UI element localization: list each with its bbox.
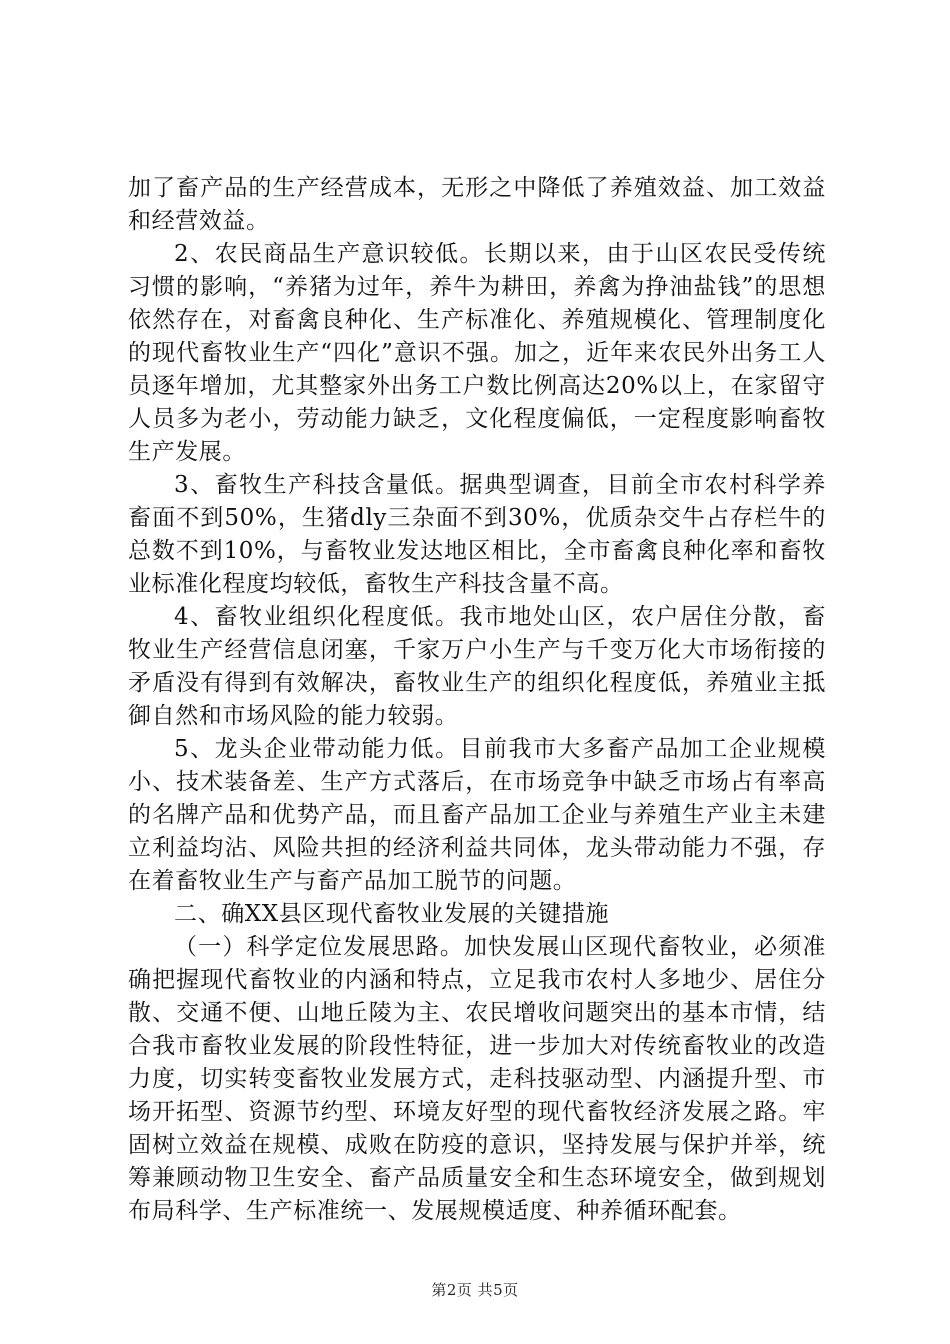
- paragraph-item-4: 4、畜牧业组织化程度低。我市地处山区，农户居住分散，畜牧业生产经营信息闭塞，千家万户小生产与千变万化大市场衔接的矛盾没有得到有效解决，畜牧业生产的组织化程度低，养殖业主抵御自然和市场风险的能力较弱。: [128, 604, 826, 729]
- paragraph-item-2: 2、农民商品生产意识较低。长期以来，由于山区农民受传统习惯的影响，“养猪为过年，养牛为耕田，养禽为挣油盐钱”的思想依然存在，对畜禽良种化、生产标准化、养殖规模化、管理制度化的现代畜牧业生产“四化”意识不强。加之，近年来农民外出务工人员逐年增加，尤其整家外出务工户数比例高达20%以上，在家留守人员多为老小，劳动能力缺乏，文化程度偏低，一定程度影响畜牧生产发展。: [128, 241, 826, 465]
- paragraph-item-3: 3、畜牧生产科技含量低。据典型调查，目前全市农村科学养畜面不到50%，生猪dly三杂面不到30%，优质杂交牛占存栏牛的总数不到10%，与畜牧业发达地区相比，全市畜禽良种化率和畜牧业标准化程度均较低，畜牧生产科技含量不高。: [128, 472, 826, 597]
- paragraph-continuation: 加了畜产品的生产经营成本，无形之中降低了养殖效益、加工效益和经营效益。: [128, 175, 826, 234]
- paragraph-item-5: 5、龙头企业带动能力低。目前我市大多畜产品加工企业规模小、技术装备差、生产方式落后，在市场竞争中缺乏市场占有率高的名牌产品和优势产品，而且畜产品加工企业与养殖生产业主未建立利益均沾、风险共担的经济利益共同体，龙头带动能力不强，存在着畜牧业生产与畜产品加工脱节的问题。: [128, 736, 826, 894]
- document-body: [128, 172, 826, 1228]
- paragraph-subsection-1: （一）科学定位发展思路。加快发展山区现代畜牧业，必须准确把握现代畜牧业的内涵和特点，立足我市农村人多地少、居住分散、交通不便、山地丘陵为主、农民增收问题突出的基本市情，结合我市畜牧业发展的阶段性特征，进一步加大对传统畜牧业的改造力度，切实转变畜牧业发展方式，走科技驱动型、内涵提升型、市场开拓型、资源节约型、环境友好型的现代畜牧经济发展之路。牢固树立效益在规模、成败在防疫的意识，坚持发展与保护并举，统筹兼顾动物卫生安全、畜产品质量安全和生态环境安全，做到规划布局科学、生产标准统一、发展规模适度、种养循环配套。: [128, 934, 826, 1224]
- page-number-footer: 第2页 共5页: [431, 1281, 519, 1299]
- section-heading: 二、确XX县区现代畜牧业发展的关键措施: [174, 901, 610, 927]
